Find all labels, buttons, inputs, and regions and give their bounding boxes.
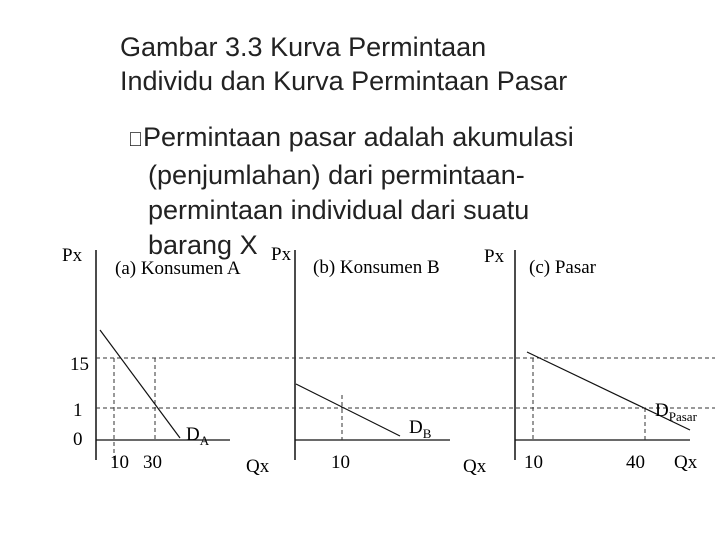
panel-c-x-axis-label: Qx bbox=[674, 452, 698, 473]
panel-a-x-tick-10: 10 bbox=[110, 452, 129, 473]
panel-a-x-axis-label: Qx bbox=[246, 456, 270, 477]
demand-curve-a bbox=[100, 330, 180, 438]
panel-a-x-tick-30: 30 bbox=[143, 452, 162, 473]
demand-curve-b bbox=[296, 384, 400, 436]
panel-c-caption: (c) Pasar bbox=[529, 257, 596, 278]
y-tick-10-line2: 0 bbox=[73, 429, 83, 450]
panel-b-x-axis-label: Qx bbox=[463, 456, 487, 477]
bullet-line-4: barang X bbox=[148, 230, 258, 260]
bullet-line-2: (penjumlahan) dari permintaan- bbox=[148, 160, 525, 190]
panel-c-x-tick-10: 10 bbox=[524, 452, 543, 473]
panel-c-y-axis-label: Px bbox=[484, 246, 505, 267]
bullet-line-1: Permintaan pasar adalah akumulasi bbox=[128, 122, 559, 152]
panel-b-y-axis-label: Px bbox=[271, 244, 292, 265]
panel-b-x-tick-10: 10 bbox=[331, 452, 350, 473]
panel-a-curve-label: $D_A$ bbox=[186, 424, 210, 448]
title-line-2: Individu dan Kurva Permintaan Pasar bbox=[120, 66, 568, 96]
panel-a-caption: (a) Konsumen A bbox=[115, 258, 241, 279]
panel-b-caption: (b) Konsumen B bbox=[313, 257, 440, 278]
y-tick-10-line1: 1 bbox=[73, 400, 83, 421]
y-tick-15: 15 bbox=[70, 354, 89, 375]
bullet-line-3: permintaan individual dari suatu bbox=[148, 195, 530, 225]
panel-b-curve-label: $D_B$ bbox=[409, 417, 432, 441]
panel-a-y-axis-label: Px bbox=[62, 245, 83, 266]
panel-c-curve-label: $D_{Pasar}$ bbox=[655, 400, 697, 424]
title-line-1: Gambar 3.3 Kurva Permintaan bbox=[120, 32, 487, 62]
panel-c-x-tick-40: 40 bbox=[626, 452, 645, 473]
